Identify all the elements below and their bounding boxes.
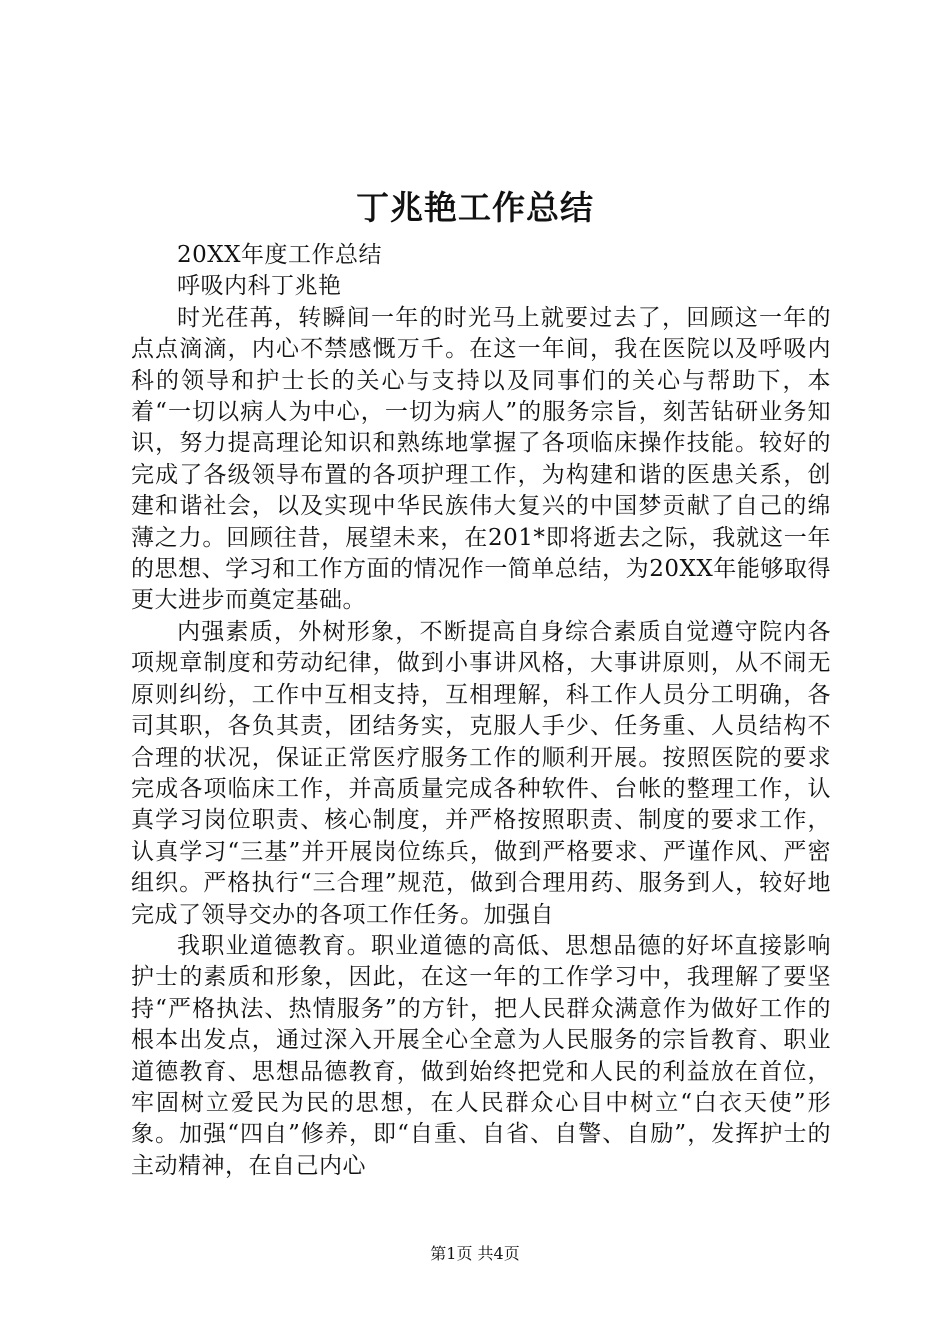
document-title: 丁兆艳工作总结 [356, 188, 594, 227]
author-line: 呼吸内科丁兆艳 [177, 273, 342, 300]
subtitle-line: 20XX年度工作总结 [177, 242, 383, 268]
document-body [131, 240, 831, 1182]
body-paragraph: 时光荏苒，转瞬间一年的时光马上就要过去了，回顾这一年的点点滴滴，内心不禁感慨万千。在这一年间，我在医院以及呼吸内科的领导和护士长的关心与支持以及同事们的关心与帮助下，本着“一切以病人为中心，一切为病人”的服务宗旨，刻苦钻研业务知识，努力提高理论知识和熟练地掌握了各项临床操作技能。较好的完成了各级领导布置的各项护理工作，为构建和谐的医患关系，创建和谐社会，以及实现中华民族伟大复兴的中国梦贡献了自己的绵薄之力。回顾往昔，展望未来，在201*即将逝去之际，我就这一年的思想、学习和工作方面的情况作一简单总结，为20XX年能够取得更大进步而奠定基础。 [131, 304, 831, 614]
body-paragraph: 内强素质，外树形象，不断提高自身综合素质自觉遵守院内各项规章制度和劳动纪律，做到小事讲风格，大事讲原则，从不闹无原则纠纷，工作中互相支持，互相理解，科工作人员分工明确，各司其职，各负其责，团结务实，克服人手少、任务重、人员结构不合理的状况，保证正常医疗服务工作的顺利开展。按照医院的要求完成各项临床工作，并高质量完成各种软件、台帐的整理工作，认真学习岗位职责、核心制度，并严格按照职责、制度的要求工作，认真学习“三基”并开展岗位练兵，做到严格要求、严谨作风、严密组织。严格执行“三合理”规范，做到合理用药、服务到人，较好地完成了领导交办的各项工作任务。加强自 [131, 618, 831, 928]
page-number-footer: 第1页 共4页 [430, 1244, 520, 1263]
body-paragraph: 我职业道德教育。职业道德的高低、思想品德的好坏直接影响护士的素质和形象，因此，在这一年的工作学习中，我理解了要坚持“严格执法、热情服务”的方针，把人民群众满意作为做好工作的根本出发点，通过深入开展全心全意为人民服务的宗旨教育、职业道德教育、思想品德教育，做到始终把党和人民的利益放在首位，牢固树立爱民为民的思想，在人民群众心目中树立“白衣天使”形象。加强“四自”修养，即“自重、自省、自警、自励”，发挥护士的主动精神，在自己内心 [131, 932, 831, 1179]
